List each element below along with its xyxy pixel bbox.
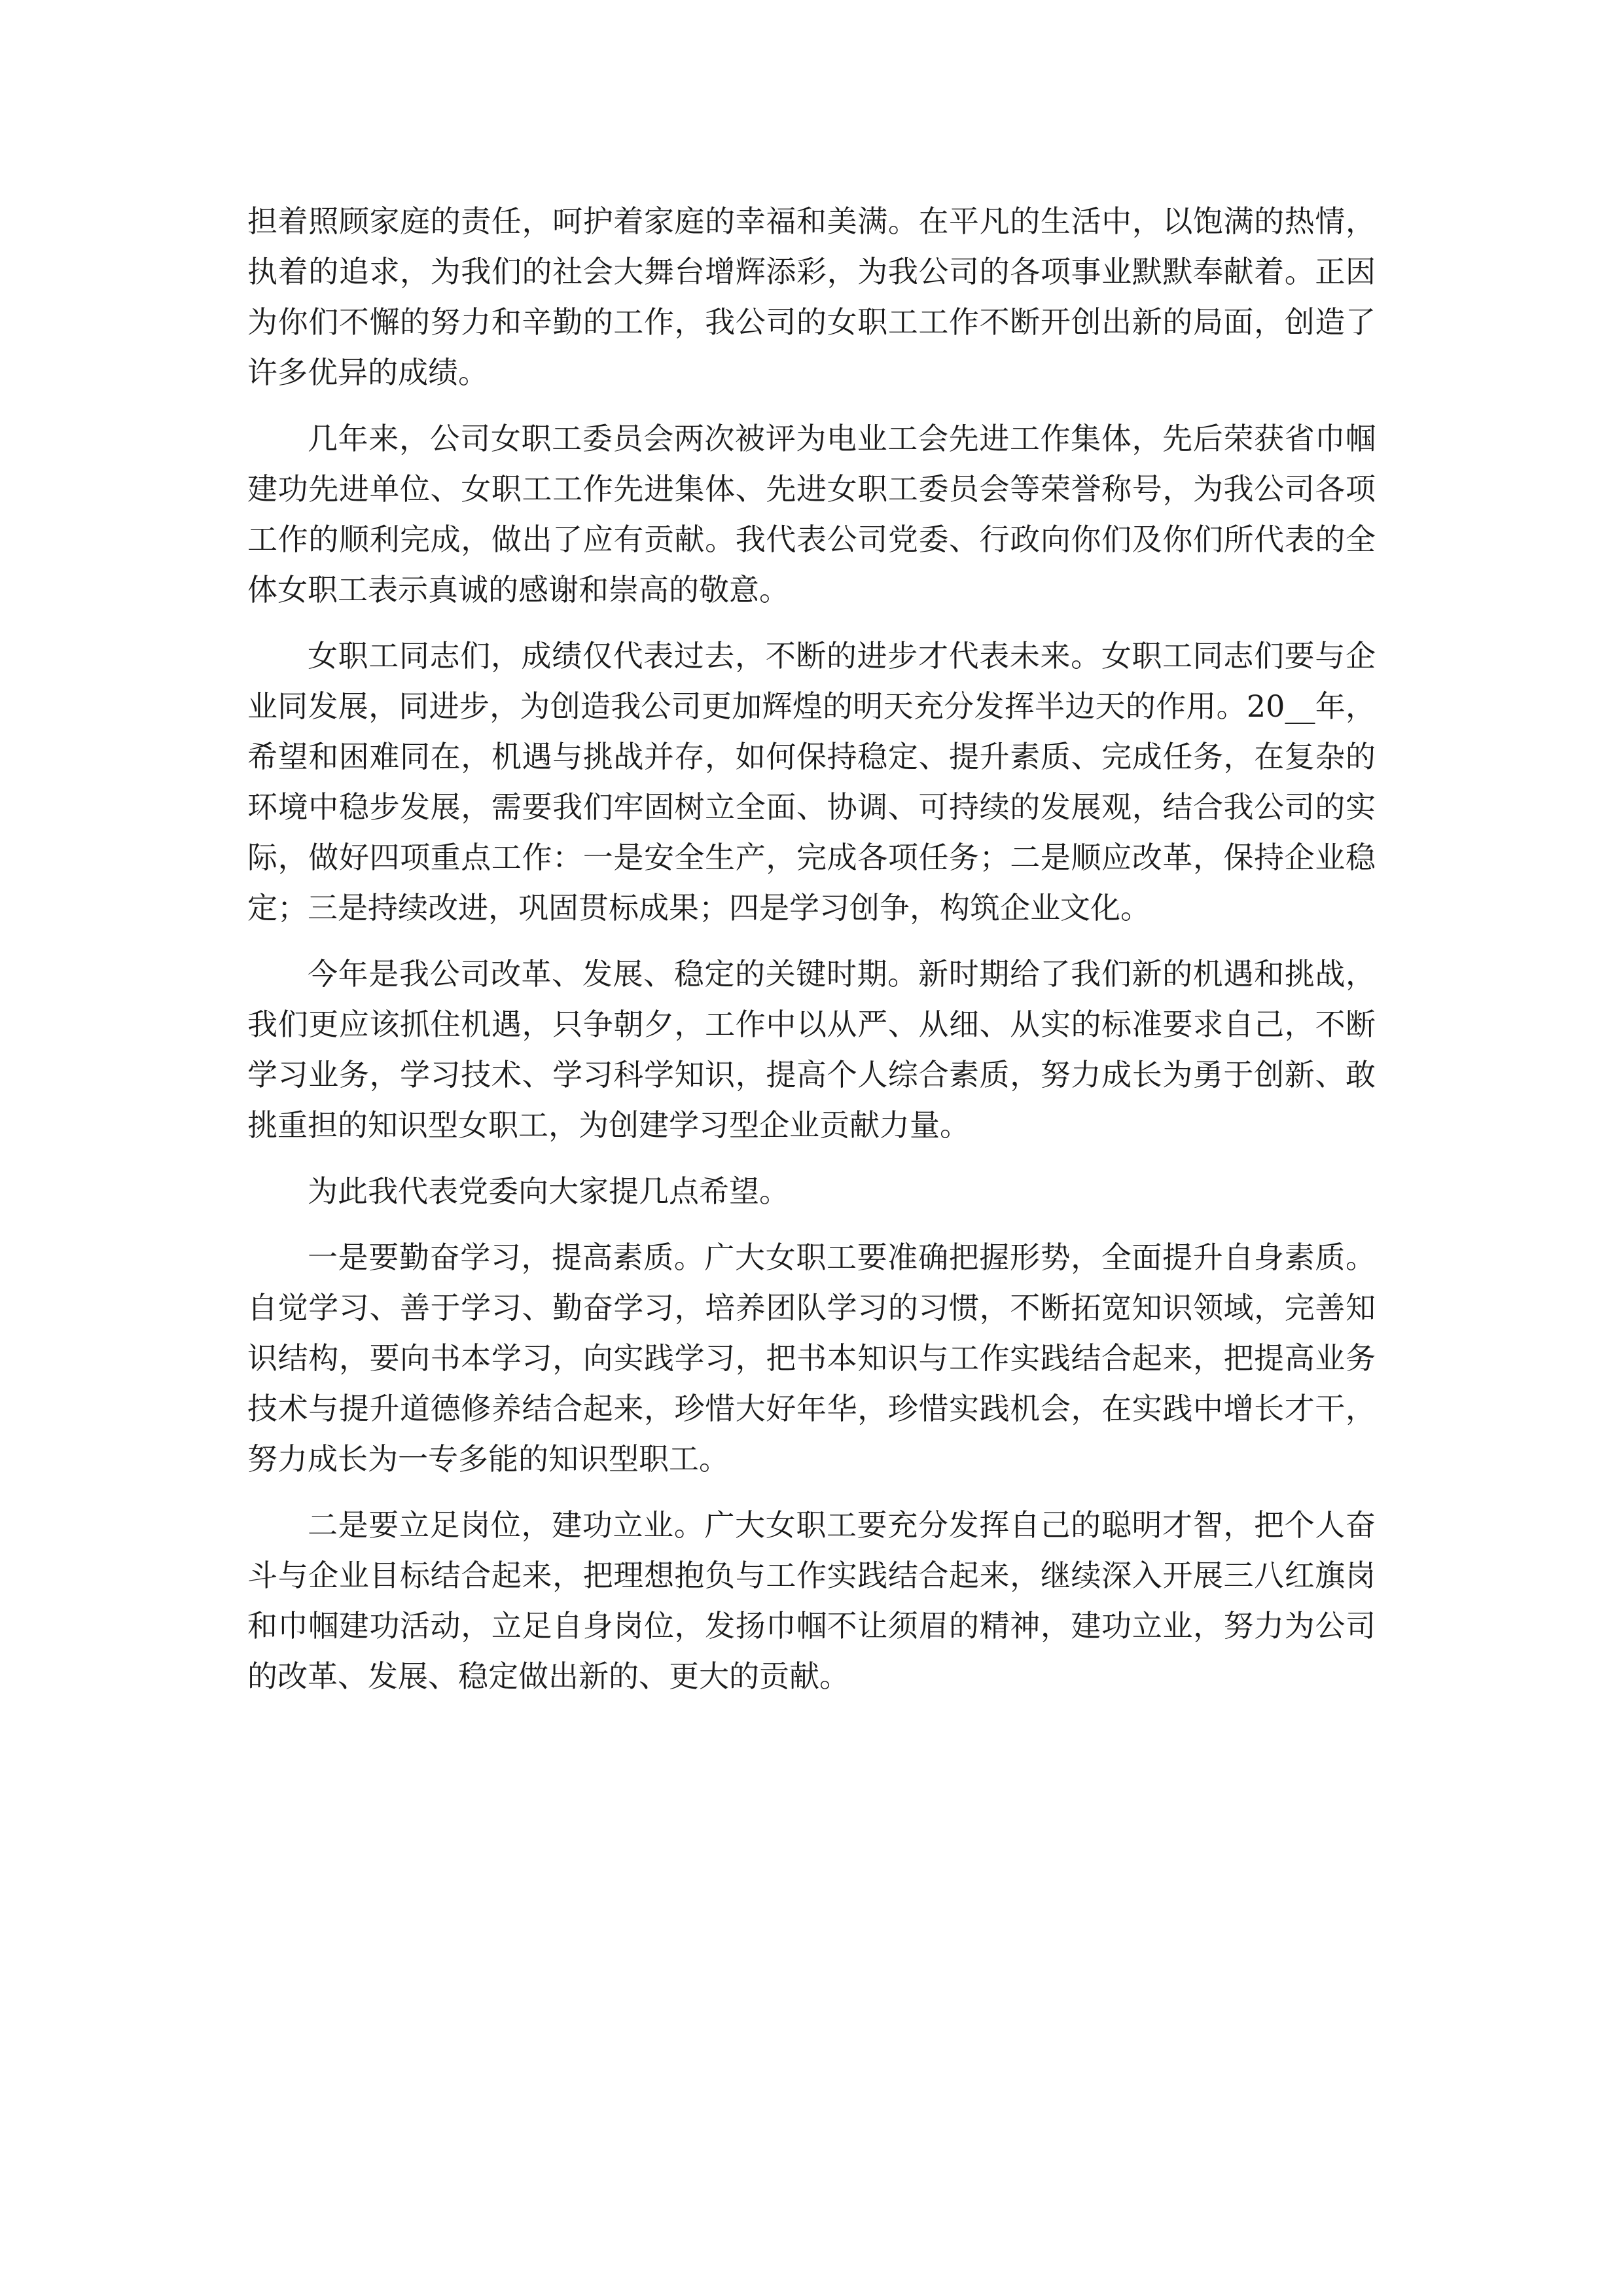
document-body — [247, 196, 1376, 1717]
paragraph-continuation: 担着照顾家庭的责任，呵护着家庭的幸福和美满。在平凡的生活中，以饱满的热情，执着的追求，为我们的社会大舞台增辉添彩，为我公司的各项事业默默奉献着。正因为你们不懈的努力和辛勤的工作，我公司的女职工工作不断开创出新的局面，创造了许多优异的成绩。 — [247, 204, 1376, 390]
paragraph-hopes-intro: 为此我代表党委向大家提几点希望。 — [308, 1174, 789, 1209]
paragraph-hope-study: 一是要勤奋学习，提高素质。广大女职工要准确把握形势，全面提升自身素质。自觉学习、善于学习、勤奋学习，培养团队学习的习惯，不断拓宽知识领域，完善知识结构，要向书本学习，向实践学习，把书本知识与工作实践结合起来，把提高业务技术与提升道德修养结合起来，珍惜大好年华，珍惜实践机会，在实践中增长才干，努力成长为一专多能的知识型职工。 — [247, 1240, 1376, 1477]
paragraph-honors: 几年来，公司女职工委员会两次被评为电业工会先进工作集体，先后荣获省巾帼建功先进单位、女职工工作先进集体、先进女职工委员会等荣誉称号，为我公司各项工作的顺利完成，做出了应有贡献。我代表公司党委、行政向你们及你们所代表的全体女职工表示真诚的感谢和崇高的敬意。 — [247, 421, 1376, 607]
paragraph-key-tasks: 女职工同志们，成绩仅代表过去，不断的进步才代表未来。女职工同志们要与企业同发展，同进步，为创造我公司更加辉煌的明天充分发挥半边天的作用。20__年，希望和困难同在，机遇与挑战并存，如何保持稳定、提升素质、完成任务，在复杂的环境中稳步发展，需要我们牢固树立全面、协调、可持续的发展观，结合我公司的实际，做好四项重点工作：一是安全生产，完成各项任务；二是顺应改革，保持企业稳定；三是持续改进，巩固贯标成果；四是学习创争，构筑企业文化。 — [247, 638, 1376, 925]
paragraph-hope-post: 二是要立足岗位，建功立业。广大女职工要充分发挥自己的聪明才智，把个人奋斗与企业目标结合起来，把理想抱负与工作实践结合起来，继续深入开展三八红旗岗和巾帼建功活动，立足自身岗位，发扬巾帼不让须眉的精神，建功立业，努力为公司的改革、发展、稳定做出新的、更大的贡献。 — [247, 1507, 1376, 1694]
paragraph-this-year: 今年是我公司改革、发展、稳定的关键时期。新时期给了我们新的机遇和挑战，我们更应该抓住机遇，只争朝夕，工作中以从严、从细、从实的标准要求自己，不断学习业务，学习技术、学习科学知识，提高个人综合素质，努力成长为勇于创新、敢挑重担的知识型女职工，为创建学习型企业贡献力量。 — [247, 956, 1376, 1143]
